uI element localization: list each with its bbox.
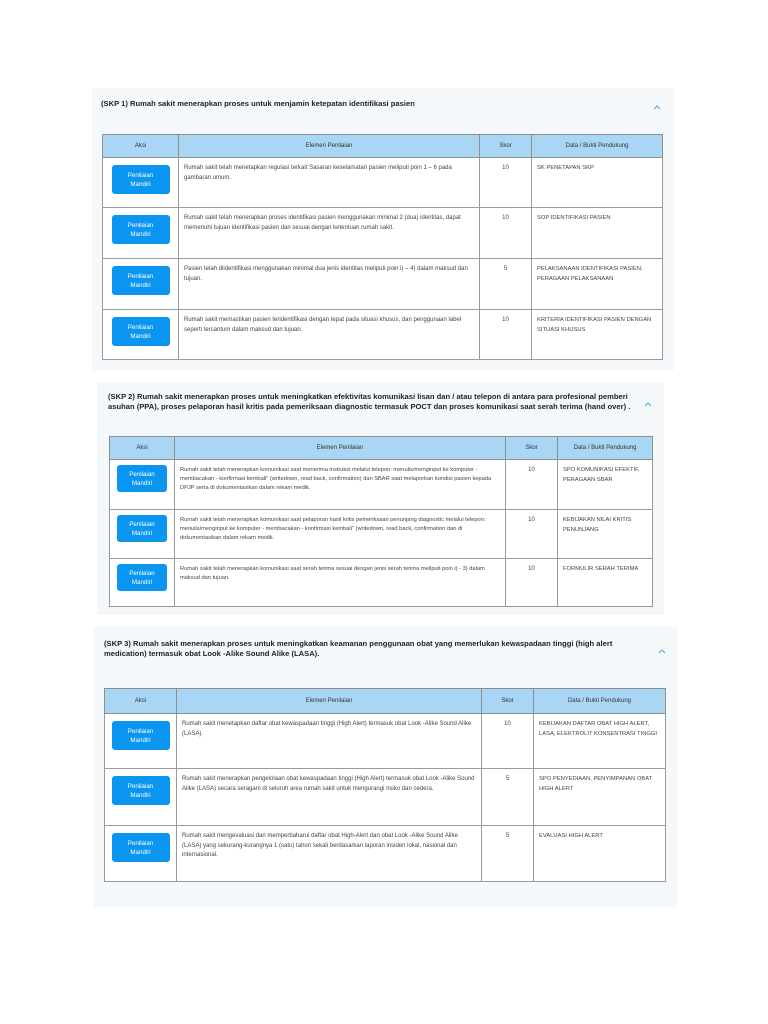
table-row: [110, 559, 653, 607]
header-elemen: Elemen Penilaian: [179, 135, 480, 158]
skor-cell: 10: [506, 559, 558, 607]
header-aksi: Aksi: [110, 437, 175, 460]
header-aksi: Aksi: [103, 135, 179, 158]
header-elemen: Elemen Penilaian: [175, 437, 506, 460]
skp1-title: (SKP 1) Rumah sakit menerapkan proses untuk menjamin ketepatan identifikasi pasien: [101, 99, 415, 108]
elemen-cell: Rumah sakit memastikan pasien teridentifikasi dengan tepat pada situasi khusus, dan penggunaan label seperti tercantum dalam maksud dan tujuan.: [179, 310, 480, 360]
header-skor: Skor: [480, 135, 532, 158]
elemen-cell: Pasien telah diidentifikasi menggunakan minimal dua jenis identitas meliputi poin i) – 4) dalam maksud dan tujuan.: [179, 259, 480, 310]
table-row: [110, 510, 653, 559]
penilaian-mandiri-button[interactable]: Penilaian Mandiri: [117, 564, 167, 591]
penilaian-mandiri-button[interactable]: Penilaian Mandiri: [112, 776, 170, 805]
table-row: [103, 208, 663, 259]
table-header-row: [105, 689, 666, 714]
elemen-cell: Rumah sakit menerapkan pengelolaan obat kewaspadaan tinggi (High Alert) termasuk obat Look -Alike Sound Alike (LASA) secara seragam di seluruh area rumah sakit untuk mengurangi risiko dan cedera.: [177, 769, 482, 826]
penilaian-mandiri-button[interactable]: Penilaian Mandiri: [112, 215, 170, 244]
table-row: [103, 310, 663, 360]
header-elemen: Elemen Penilaian: [177, 689, 482, 714]
data-cell: KEBIJAKAN NILAI KRITIS PENUNJANG: [558, 510, 653, 559]
skor-cell: 10: [480, 208, 532, 259]
chevron-up-icon[interactable]: [653, 104, 661, 110]
elemen-cell: Rumah sakit mengevaluasi dan memperbaharui daftar obat High-Alert dan obat Look -Alike Sound Alike (LASA) yang sekurang-kurangnya 1 (satu) tahun sekali berdasarkan laporan insiden lokal, nasional dan internasional.: [177, 826, 482, 882]
table-row: [103, 158, 663, 208]
skp1-card: [92, 88, 674, 370]
table-row: [105, 826, 666, 882]
skor-cell: 10: [506, 460, 558, 510]
table-row: [103, 259, 663, 310]
skp3-card: [94, 627, 677, 907]
table-row: [110, 460, 653, 510]
table-header-row: [103, 135, 663, 158]
data-cell: SPO PENYEDIAAN, PENYIMPANAN OBAT HIGH ALERT: [534, 769, 666, 826]
skp2-card: [97, 383, 664, 615]
chevron-up-icon[interactable]: [658, 648, 666, 654]
table-row: [105, 769, 666, 826]
header-data: Data / Bukti Pendukung: [532, 135, 663, 158]
data-cell: PELAKSANAAN IDENTIFIKASI PASIEN, PERAGAAN PELAKSANAAN: [532, 259, 663, 310]
penilaian-mandiri-button[interactable]: Penilaian Mandiri: [117, 465, 167, 492]
skor-cell: 10: [506, 510, 558, 559]
penilaian-mandiri-button[interactable]: Penilaian Mandiri: [112, 317, 170, 346]
skor-cell: 5: [482, 769, 534, 826]
skor-cell: 5: [480, 259, 532, 310]
header-skor: Skor: [482, 689, 534, 714]
penilaian-mandiri-button[interactable]: Penilaian Mandiri: [112, 165, 170, 194]
data-cell: SK PENETAPAN SKP: [532, 158, 663, 208]
header-data: Data / Bukti Pendukung: [558, 437, 653, 460]
elemen-cell: Rumah sakit telah menerapkan komunikasi saat serah terima sesuai dengan jenis serah terima meliputi poin i) - 3) dalam maksud dan tujuan.: [175, 559, 506, 607]
table-header-row: [110, 437, 653, 460]
skp2-table: [109, 436, 652, 607]
elemen-cell: Rumah sakit telah menerapkan komunikasi saat menerima instruksi melalui telepon: menulis/menginput ke komputer - membacakan - konfirmasi kembali" (writedown, read back, confirmation) dan SBAR saat melaporkan kondisi pasien kepada DPJP serta di dokumentasikan dalam rekam medik.: [175, 460, 506, 510]
data-cell: KRITERIA IDENTIFIKASI PASIEN DENGAN SITUASI KHUSUS: [532, 310, 663, 360]
penilaian-mandiri-button[interactable]: Penilaian Mandiri: [117, 515, 167, 542]
penilaian-mandiri-button[interactable]: Penilaian Mandiri: [112, 833, 170, 862]
elemen-cell: Rumah sakit telah menerapkan proses identifikasi pasien menggunakan minimal 2 (dua) identitas, dapat memenuhi tujuan identifikasi pasien dan sesuai dengan ketentuan rumah sakit.: [179, 208, 480, 259]
elemen-cell: Rumah sakit telah menetapkan regulasi terkait Sasaran keselamatan pasien meliputi poin 1 – 6 pada gambaran umum.: [179, 158, 480, 208]
data-cell: SPO KOMUNIKASI EFEKTIF, PERAGAAN SBAR: [558, 460, 653, 510]
header-skor: Skor: [506, 437, 558, 460]
header-aksi: Aksi: [105, 689, 177, 714]
skor-cell: 5: [482, 826, 534, 882]
table-row: [105, 714, 666, 769]
data-cell: SOP IDENTIFIKASI PASIEN: [532, 208, 663, 259]
data-cell: EVALUASI HIGH ALERT: [534, 826, 666, 882]
data-cell: FORMULIR SERAH TERIMA: [558, 559, 653, 607]
chevron-up-icon[interactable]: [644, 401, 652, 407]
skor-cell: 10: [480, 158, 532, 208]
skor-cell: 10: [482, 714, 534, 769]
elemen-cell: Rumah sakit telah menerapkan komunikasi saat pelaporan hasil kritis pemeriksaan penunjang diagnostic melalui telepon: menulis/menginput ke komputer - membacakan - konfirmasi kembali" (writedown, read back, confirmation dan di dokumentasikan dalam rekam medik.: [175, 510, 506, 559]
elemen-cell: Rumah sakit menetapkan daftar obat kewaspadaan tinggi (High Alert) termasuk obat Look -Alike Sound Alike (LASA).: [177, 714, 482, 769]
data-cell: KEBIJAKAN DAFTAR OBAT HIGH ALERT, LASA, ELEKTROLIT KONSENTRASI TINGGI: [534, 714, 666, 769]
skp1-table: [102, 134, 662, 360]
penilaian-mandiri-button[interactable]: Penilaian Mandiri: [112, 266, 170, 295]
penilaian-mandiri-button[interactable]: Penilaian Mandiri: [112, 721, 170, 750]
skp2-title: (SKP 2) Rumah sakit menerapkan proses untuk meningkatkan efektivitas komunikasi lisan dan / atau telepon di antara para profesional pemberi asuhan (PPA), proses pelaporan hasil kritis pada pemeriksaan diagnostic termasuk POCT dan proses komunikasi saat serah terima (hand over) .: [108, 392, 631, 411]
skp3-title: (SKP 3) Rumah sakit menerapkan proses untuk meningkatkan keamanan penggunaan obat yang memerlukan kewaspadaan tinggi (high alert medication) termasuk obat Look -Alike Sound Alike (LASA).: [104, 639, 613, 658]
header-data: Data / Bukti Pendukung: [534, 689, 666, 714]
skor-cell: 10: [480, 310, 532, 360]
skp3-table: [104, 688, 665, 882]
